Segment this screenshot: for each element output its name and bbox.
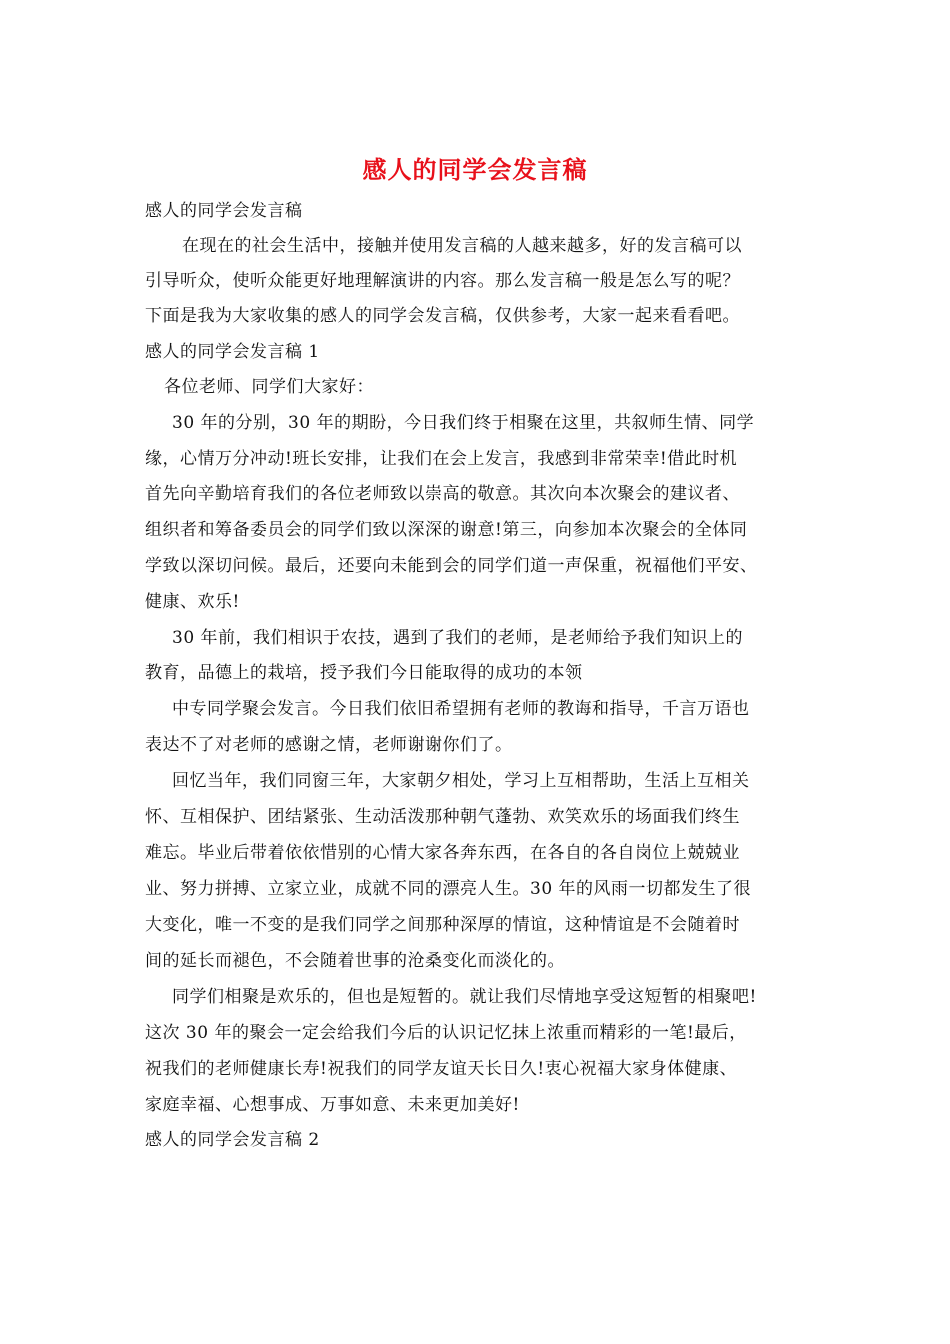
paragraph-line: 业、努力拼搏、立家立业，成就不同的漂亮人生。30 年的风雨一切都发生了很 (145, 879, 752, 899)
paragraph-line: 间的延长而褪色，不会随着世事的沧桑变化而淡化的。 (145, 951, 565, 971)
section-heading-1: 感人的同学会发言稿 1 (145, 342, 320, 362)
paragraph-line: 怀、互相保护、团结紧张、生动活泼那种朝气蓬勃、欢笑欢乐的场面我们终生 (145, 807, 740, 827)
paragraph-line: 首先向辛勤培育我们的各位老师致以崇高的敬意。其次向本次聚会的建议者、 (145, 484, 740, 504)
paragraph-line: 健康、欢乐! (145, 592, 240, 612)
paragraph-line: 缘，心情万分冲动!班长安排，让我们在会上发言，我感到非常荣幸!借此时机 (145, 449, 738, 469)
paragraph-line: 学致以深切问候。最后，还要向未能到会的同学们道一声保重，祝福他们平安、 (145, 556, 758, 576)
paragraph-line: 在现在的社会生活中，接触并使用发言稿的人越来越多，好的发言稿可以 (182, 236, 742, 256)
paragraph-line: 下面是我为大家收集的感人的同学会发言稿，仅供参考，大家一起来看看吧。 (145, 306, 740, 326)
paragraph-line: 表达不了对老师的感谢之情，老师谢谢你们了。 (145, 735, 513, 755)
paragraph-line: 30 年的分别，30 年的期盼，今日我们终于相聚在这里，共叙师生情、同学 (172, 413, 755, 433)
paragraph-line: 家庭幸福、心想事成、万事如意、未来更加美好! (145, 1095, 520, 1115)
paragraph-line: 组织者和筹备委员会的同学们致以深深的谢意!第三，向参加本次聚会的全体同 (145, 520, 748, 540)
paragraph-line: 30 年前，我们相识于农技，遇到了我们的老师，是老师给予我们知识上的 (172, 628, 744, 648)
paragraph-line: 难忘。毕业后带着依依惜别的心情大家各奔东西，在各自的各自岗位上兢兢业 (145, 843, 740, 863)
paragraph-line: 回忆当年，我们同窗三年，大家朝夕相处，学习上互相帮助，生活上互相关 (172, 771, 750, 791)
paragraph-line: 引导听众，使听众能更好地理解演讲的内容。那么发言稿一般是怎么写的呢？ (145, 271, 740, 291)
subtitle-line: 感人的同学会发言稿 (145, 201, 303, 221)
paragraph-line: 大变化，唯一不变的是我们同学之间那种深厚的情谊，这种情谊是不会随着时 (145, 915, 740, 935)
document-title: 感人的同学会发言稿 (362, 155, 588, 184)
paragraph-line: 中专同学聚会发言。今日我们依旧希望拥有老师的教诲和指导，千言万语也 (172, 699, 750, 719)
paragraph-line: 这次 30 年的聚会一定会给我们今后的认识记忆抹上浓重而精彩的一笔!最后， (145, 1023, 747, 1043)
section-heading-2: 感人的同学会发言稿 2 (145, 1130, 320, 1150)
greeting-line: 各位老师、同学们大家好： (164, 377, 374, 397)
paragraph-line: 同学们相聚是欢乐的，但也是短暂的。就让我们尽情地享受这短暂的相聚吧! (172, 987, 757, 1007)
paragraph-line: 教育，品德上的栽培，授予我们今日能取得的成功的本领 (145, 663, 583, 683)
paragraph-line: 祝我们的老师健康长寿!祝我们的同学友谊天长日久!衷心祝福大家身体健康、 (145, 1059, 738, 1079)
